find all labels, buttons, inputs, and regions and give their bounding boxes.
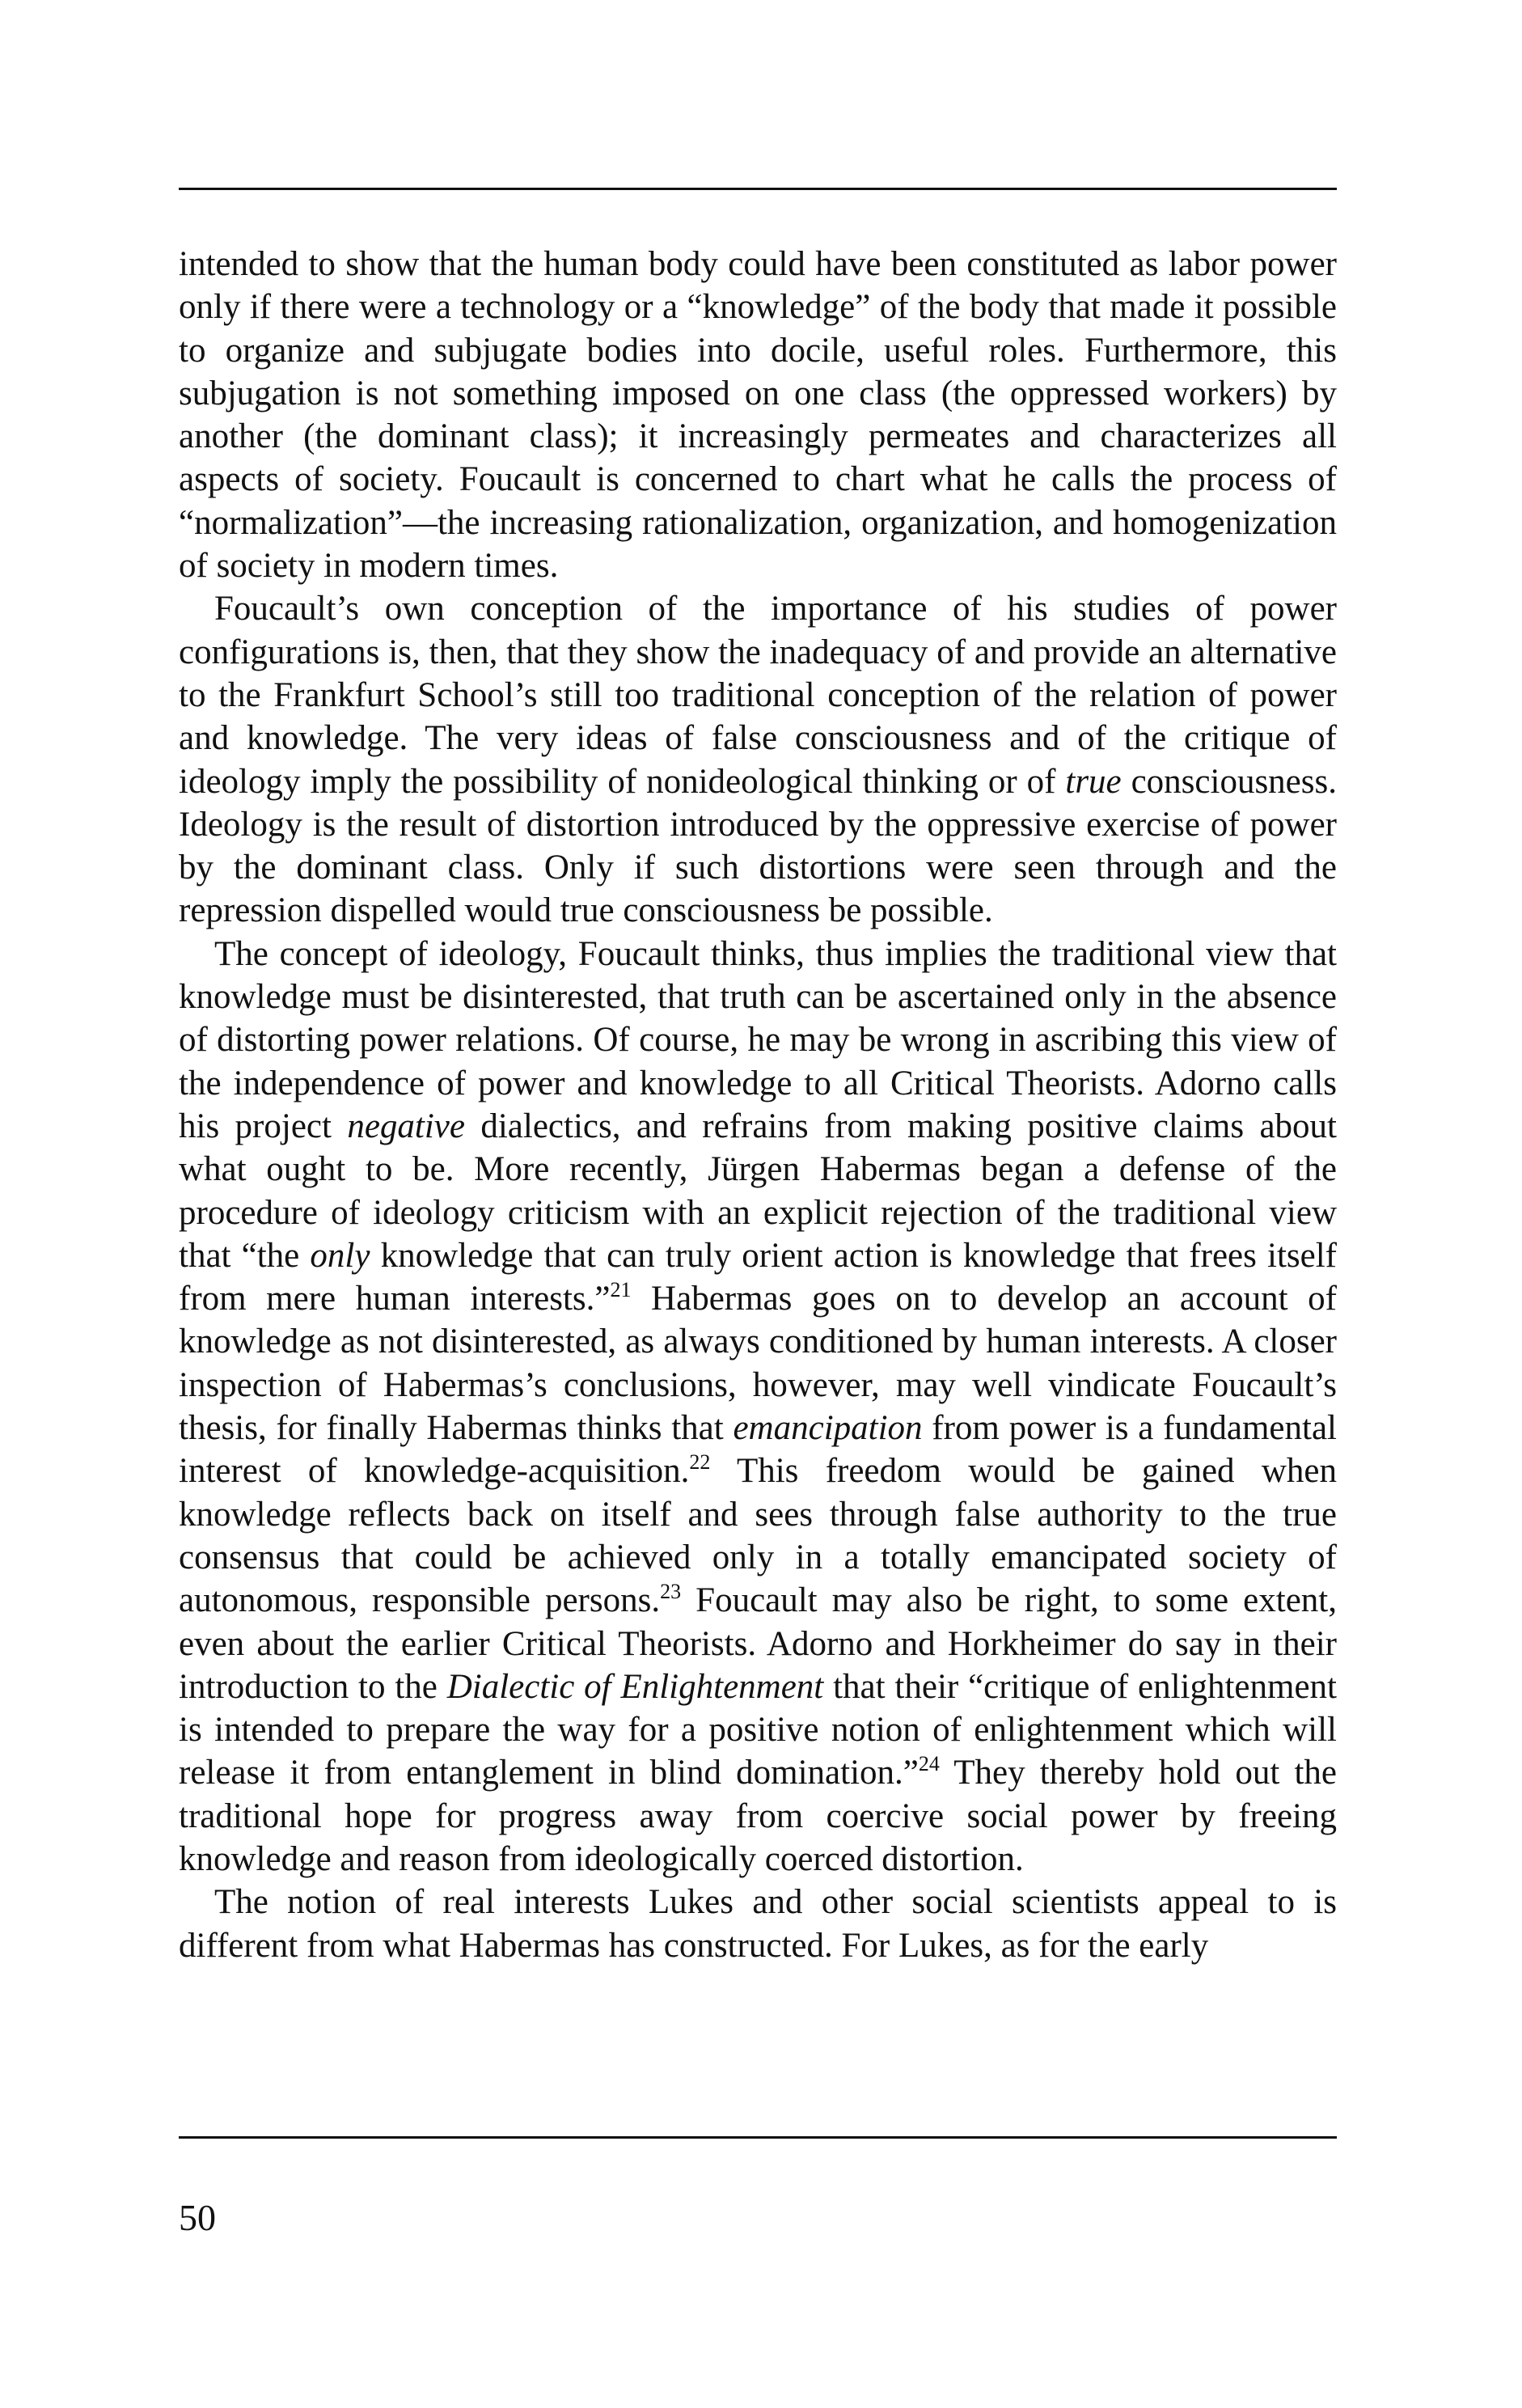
footnote-marker: 23 bbox=[660, 1580, 682, 1604]
text-run: that their “critique of enlightenment is intended to prepare the way for a positive notion of enlightenment which will release it from entanglement in blind domination.” bbox=[179, 1667, 1337, 1792]
text-run: Foucault may also be right, to some extent, even about the earlier Critical Theorists. Adorno and Horkheimer do say in their introduction to the bbox=[179, 1581, 1337, 1706]
emphasis-text: Dialectic of Enlightenment bbox=[446, 1667, 824, 1706]
emphasis-text: negative bbox=[347, 1107, 465, 1145]
text-run: Habermas goes on to develop an account of knowledge as not disinterested, as always conditioned by human interests. A closer inspection of Habermas’s conclusions, however, may well vindicate Foucault’s thesis, for finally Habermas thinks that bbox=[179, 1280, 1337, 1448]
text-run: They thereby hold out the traditional hope for progress away from coercive social power by freeing knowledge and reason from ideologically coerced distortion. bbox=[179, 1754, 1338, 1878]
text-run: knowledge that can truly orient action is knowledge that frees itself from mere human interests.” bbox=[179, 1236, 1337, 1318]
footnote-marker: 24 bbox=[918, 1752, 940, 1776]
text-run: dialectics, and refrains from making positive claims about what ought to be. More recently, Jürgen Habermas began a defense of the procedure of ideology criticism with an explicit rejection of the traditional view that “the bbox=[179, 1107, 1337, 1275]
emphasis-text: true bbox=[1065, 762, 1122, 801]
footnote-marker: 21 bbox=[610, 1278, 632, 1302]
text-run: This freedom would be gained when knowledge reflects back on itself and sees through false authority to the true consensus that could be achieved only in a totally emancipated society of autonomous, responsible persons. bbox=[179, 1452, 1337, 1620]
text-run: Foucault’s own conception of the importance of his studies of power configurations is, then, that they show the inadequacy of and provide an alternative to the Frankfurt School’s still too traditional conception of the relation of power and knowledge. The very ideas of false consciousness and of the critique of ideology imply the possibility of nonideological thinking or of bbox=[179, 590, 1337, 801]
paragraph bbox=[179, 587, 1337, 932]
paragraph bbox=[179, 933, 1337, 1881]
paragraph bbox=[179, 243, 1337, 587]
paragraph bbox=[179, 1881, 1337, 1967]
text-run: intended to show that the human body could have been constituted as labor power only if there were a technology or a “knowledge” of the body that made it possible to organize and subjugate bodies into docile, useful roles. Furthermore, this subjugation is not something imposed on one class (the oppressed workers) by another (the dominant class); it increasingly permeates and characterizes all aspects of society. Foucault is concerned to chart what he calls the process of “normalization”—the increasing rationalization, organization, and homogenization of society in modern times. bbox=[179, 245, 1337, 586]
footnote-marker: 22 bbox=[689, 1450, 711, 1475]
page-number: 50 bbox=[179, 2197, 216, 2238]
text-run: consciousness. Ideology is the result of distortion introduced by the oppressive exercise of power by the dominant class. Only if such distortions were seen through and the repression dispelled would true consciousness be possible. bbox=[179, 762, 1337, 930]
top-rule bbox=[179, 188, 1337, 190]
text-run: from power is a fundamental interest of knowledge-acquisition. bbox=[179, 1409, 1337, 1491]
emphasis-text: emancipation bbox=[733, 1409, 923, 1448]
bottom-rule bbox=[179, 2136, 1337, 2139]
body-text bbox=[179, 243, 1337, 1967]
text-run: The notion of real interests Lukes and other social scientists appeal to is different from what Habermas has constructed. For Lukes, as for the early bbox=[179, 1883, 1337, 1965]
emphasis-text: only bbox=[310, 1236, 370, 1275]
text-run: The concept of ideology, Foucault thinks, thus implies the traditional view that knowledge must be disinterested, that truth can be ascertained only in the absence of distorting power relations. Of course, he may be wrong in ascribing this view of the independence of power and knowledge to all Critical Theorists. Adorno calls his project bbox=[179, 934, 1337, 1145]
